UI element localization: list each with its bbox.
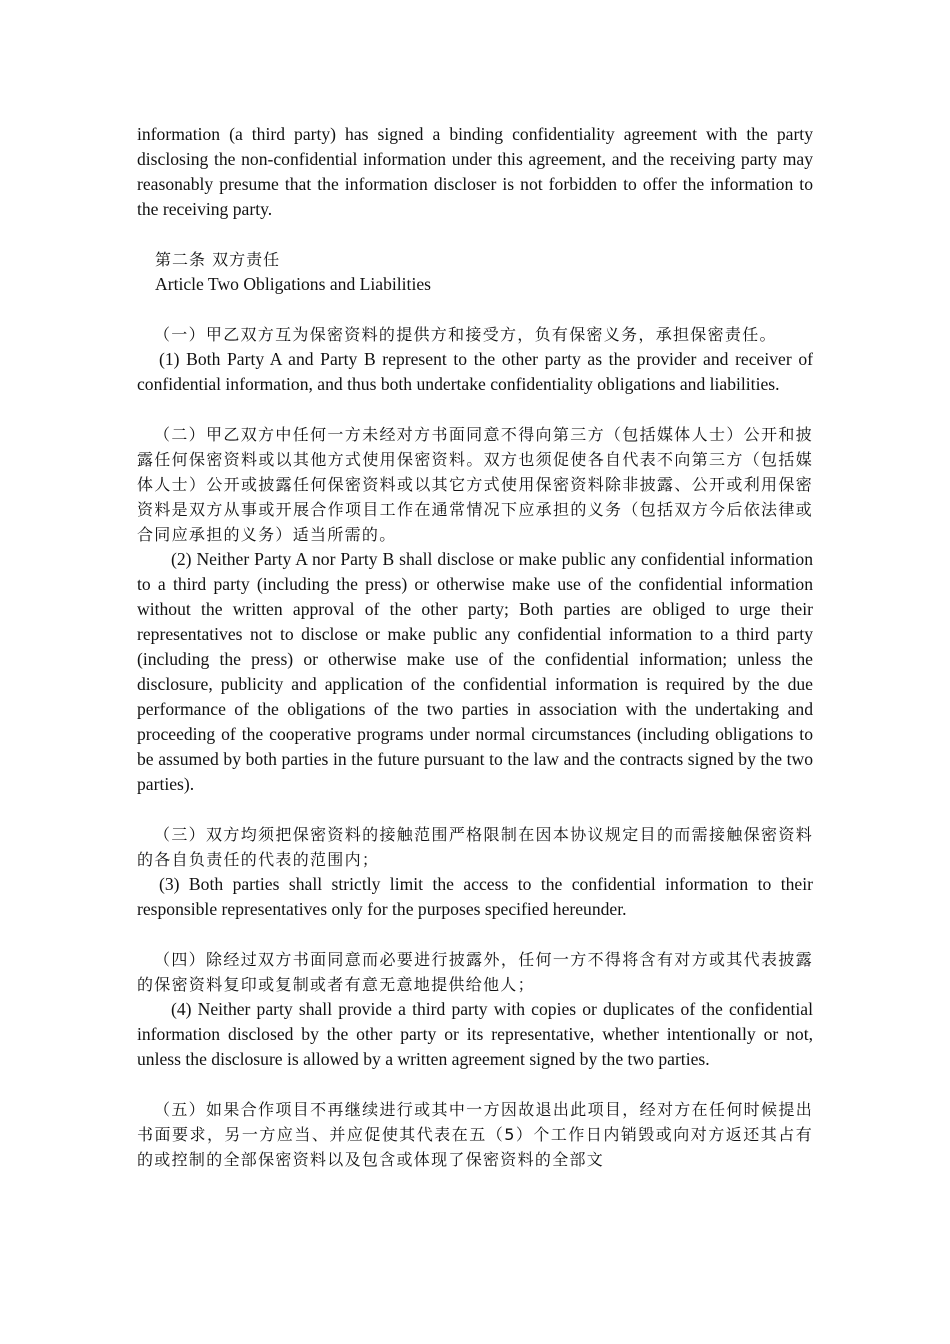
paragraph-spacer: [137, 1072, 813, 1097]
paragraph-spacer: [137, 397, 813, 422]
article-title-zh: 第二条 双方责任: [155, 250, 281, 269]
clause-1-zh: （一）甲乙双方互为保密资料的提供方和接受方，负有保密义务，承担保密责任。: [154, 325, 777, 344]
clause-2-en: (2) Neither Party A nor Party B shall disclose or make public any confidential information to a third party (including the press) or otherwise make use of the confidential information without the written approval of the other party; Both parties are obliged to urge their representatives not to disclose or make public any confidential information to a third party (including the press) or otherwise make use of the confidential information; unless the disclosure, publicity and application of the confidential information is required by the due performance of the obligations of the two parties in association with the undertaking and proceeding of the cooperative programs under normal circumstances (including obligations to be assumed by both parties in the future pursuant to the law and the contracts signed by the two parties).: [137, 549, 813, 794]
paragraph-spacer: [137, 922, 813, 947]
clause-3-zh: （三）双方均须把保密资料的接触范围严格限制在因本协议规定目的而需接触保密资料的各自负责任的代表的范围内；: [137, 825, 813, 869]
clause-3-en: (3) Both parties shall strictly limit the access to the confidential information to their responsible representatives only for the purposes specified hereunder.: [137, 874, 813, 919]
clause-1-en: (1) Both Party A and Party B represent to the other party as the provider and receiver of confidential information, and thus both undertake confidentiality obligations and liabilities.: [137, 349, 813, 394]
paragraph-spacer: [137, 297, 813, 322]
paragraph-spacer: [137, 222, 813, 247]
article-title-en: Article Two Obligations and Liabilities: [155, 274, 431, 294]
clause-4-zh: （四）除经过双方书面同意而必要进行披露外，任何一方不得将含有对方或其代表披露的保密资料复印或复制或者有意无意地提供给他人；: [137, 950, 813, 994]
intro-paragraph: information (a third party) has signed a binding confidentiality agreement with the party disclosing the non-confidential information under this agreement, and the receiving party may reasonably presume that the information discloser is not forbidden to offer the information to the receiving party.: [137, 124, 813, 219]
paragraph-spacer: [137, 797, 813, 822]
clause-2-zh: （二）甲乙双方中任何一方未经对方书面同意不得向第三方（包括媒体人士）公开和披露任何保密资料或以其他方式使用保密资料。双方也须促使各自代表不向第三方（包括媒体人士）公开或披露任何保密资料或以其它方式使用保密资料除非披露、公开或利用保密资料是双方从事或开展合作项目工作在通常情况下应承担的义务（包括双方今后依法律或合同应承担的义务）适当所需的。: [137, 425, 813, 544]
clause-5-zh: （五）如果合作项目不再继续进行或其中一方因故退出此项目，经对方在任何时候提出书面要求，另一方应当、并应促使其代表在五（5）个工作日内销毁或向对方返还其占有的或控制的全部保密资料以及包含或体现了保密资料的全部文: [137, 1100, 813, 1169]
clause-4-en: (4) Neither party shall provide a third party with copies or duplicates of the confidential information disclosed by the other party or its representative, whether intentionally or not, unless the disclosure is allowed by a written agreement signed by the two parties.: [137, 999, 813, 1069]
